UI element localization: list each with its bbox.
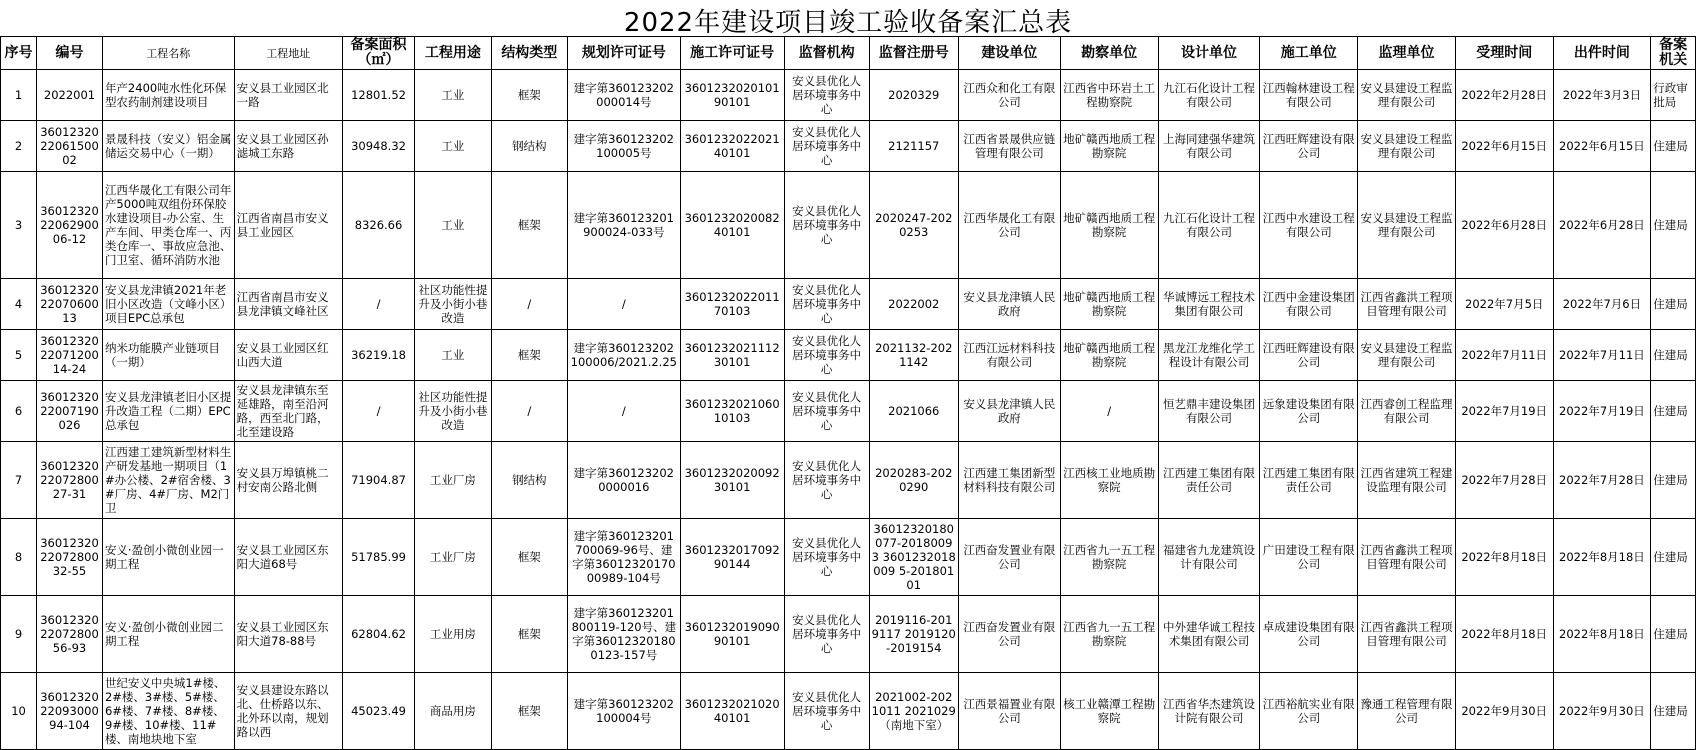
table-cell: 2022年9月30日	[1553, 673, 1651, 750]
table-cell: 建字第360123201700069-96号、建字第3601232017000989-104号	[568, 519, 681, 596]
table-cell: 建字第3601232020000016	[568, 442, 681, 519]
table-cell: /	[1060, 381, 1158, 442]
table-cell: 2022年9月30日	[1455, 673, 1553, 750]
table-cell: 360123202206290006-12	[37, 172, 103, 279]
table-cell: 江西省南昌市安义县龙津镇文峰社区	[234, 279, 342, 330]
table-cell: 62804.62	[342, 596, 414, 673]
table-cell: 豫通工程管理有限公司	[1358, 673, 1456, 750]
table-row	[1, 121, 1696, 172]
table-cell: 住建局	[1651, 673, 1696, 750]
table-cell: 安义县优化人居环境事务中心	[784, 121, 869, 172]
table-cell: 江西翰林建设工程有限公司	[1260, 70, 1358, 121]
table-cell: 2021002-2021011 2021029（南地下室）	[869, 673, 958, 750]
header-cell: 出件时间	[1553, 37, 1651, 70]
table-cell: 5	[1, 330, 37, 381]
table-row	[1, 330, 1696, 381]
header-cell: 工程名称	[102, 37, 234, 70]
table-cell: 3	[1, 172, 37, 279]
table-cell: 建字第360123202100006/2021.2.25	[568, 330, 681, 381]
table-cell: 360123202111230101	[680, 330, 784, 381]
table-cell: 行政审批局	[1651, 70, 1696, 121]
table-cell: 360123202008240101	[680, 172, 784, 279]
table-cell: 2019116-2019117 2019120-2019154	[869, 596, 958, 673]
table-cell: 2022年6月15日	[1553, 121, 1651, 172]
table-cell: 江西建工集团有限责任公司	[1158, 442, 1260, 519]
table-cell: 2022年8月18日	[1455, 519, 1553, 596]
table-cell: 江西建工建筑新型材料生产研发基地一期项目（1#办公楼、2#宿舍楼、3#厂房、4#厂房、M2门卫	[102, 442, 234, 519]
table-cell: 江西省九一五工程勘察院	[1060, 519, 1158, 596]
table-cell: 江西建工集团有限责任公司	[1260, 442, 1358, 519]
table-cell: 2022年7月19日	[1455, 381, 1553, 442]
table-cell: 360123202206150002	[37, 121, 103, 172]
table-cell: 2022年7月11日	[1553, 330, 1651, 381]
header-cell: 施工许可证号	[680, 37, 784, 70]
table-cell: 2022年2月28日	[1455, 70, 1553, 121]
header-cell: 规划许可证号	[568, 37, 681, 70]
table-cell: 2022年6月15日	[1455, 121, 1553, 172]
table-cell: 2022001	[37, 70, 103, 121]
table-cell: 360123201909090101	[680, 596, 784, 673]
table-cell: 2022年7月19日	[1553, 381, 1651, 442]
table-cell: 安义县建设工程监理有限公司	[1358, 172, 1456, 279]
table-cell: 中外建华诚工程技术集团有限公司	[1158, 596, 1260, 673]
table-cell: 安义县龙津镇人民政府	[958, 279, 1060, 330]
table-cell: 51785.99	[342, 519, 414, 596]
table-cell: 安义县优化人居环境事务中心	[784, 519, 869, 596]
table-cell: 黑龙江龙维化学工程设计有限公司	[1158, 330, 1260, 381]
header-cell: 编号	[37, 37, 103, 70]
table-cell: 2022年8月18日	[1455, 596, 1553, 673]
table-cell: 安义县工业园区东阳大道68号	[234, 519, 342, 596]
table-cell: 360123202209300094-104	[37, 673, 103, 750]
table-cell: 安义·盈创小微创业园二期工程	[102, 596, 234, 673]
table-cell: 360123202010190101	[680, 70, 784, 121]
table-cell: /	[568, 279, 681, 330]
header-cell: 备案机关	[1651, 37, 1696, 70]
table-cell: /	[491, 381, 567, 442]
table-cell: 框架	[491, 330, 567, 381]
table-cell: 住建局	[1651, 519, 1696, 596]
table-cell: 卓成建设集团有限公司	[1260, 596, 1358, 673]
table-cell: 工业	[415, 172, 491, 279]
table-cell: 30948.32	[342, 121, 414, 172]
table-cell: 2022年8月18日	[1553, 519, 1651, 596]
table-cell: 江西众和化工有限公司	[958, 70, 1060, 121]
table-cell: 7	[1, 442, 37, 519]
table-cell: 1	[1, 70, 37, 121]
table-cell: 江西旺辉建设有限公司	[1260, 121, 1358, 172]
table-cell: 核工业赣潭工程勘察院	[1060, 673, 1158, 750]
table-cell: 商品用房	[415, 673, 491, 750]
table-cell: 安义县优化人居环境事务中心	[784, 381, 869, 442]
table-cell: 江西中水建设工程有限公司	[1260, 172, 1358, 279]
table-cell: 钢结构	[491, 121, 567, 172]
table-cell: 安义县工业园区孙滤城工东路	[234, 121, 342, 172]
table-cell: 社区功能性提升及小街小巷改造	[415, 279, 491, 330]
table-cell: 安义县建设东路以北、仕桥路以东、北外环以南，规划路以西	[234, 673, 342, 750]
table-cell: 江西省九一五工程勘察院	[1060, 596, 1158, 673]
table-cell: 2020283-2020290	[869, 442, 958, 519]
header-cell: 设计单位	[1158, 37, 1260, 70]
table-cell: 纳米功能膜产业链项目（一期）	[102, 330, 234, 381]
table-cell: 安义县建设工程监理有限公司	[1358, 121, 1456, 172]
table-cell: 住建局	[1651, 596, 1696, 673]
table-cell: 360123202207060013	[37, 279, 103, 330]
table-cell: 360123202202140101	[680, 121, 784, 172]
table-cell: 框架	[491, 673, 567, 750]
table-cell: 世纪安义中央城1#楼、2#楼、3#楼、5#楼、6#楼、7#楼、8#楼、9#楼、10#楼、11#楼、南地块地下室	[102, 673, 234, 750]
table-cell: 6	[1, 381, 37, 442]
table-cell: 江西省建筑工程建设监理有限公司	[1358, 442, 1456, 519]
table-cell: 九江石化设计工程有限公司	[1158, 172, 1260, 279]
table-cell: 2022年6月28日	[1553, 172, 1651, 279]
table-cell: 2022年8月18日	[1553, 596, 1651, 673]
table-cell: 江西华晟化工有限公司	[958, 172, 1060, 279]
table-cell: /	[342, 279, 414, 330]
table-cell: 框架	[491, 70, 567, 121]
table-cell: 360123202201170103	[680, 279, 784, 330]
page-title: 2022年建设项目竣工验收备案汇总表	[623, 8, 1073, 38]
header-cell: 监理单位	[1358, 37, 1456, 70]
table-cell: 安义县建设工程监理有限公司	[1358, 330, 1456, 381]
table-cell: 工业	[415, 121, 491, 172]
table-cell: 江西省景晟供应链管理有限公司	[958, 121, 1060, 172]
table-cell: 江西中金建设集团有限公司	[1260, 279, 1358, 330]
table-cell: 工业用房	[415, 596, 491, 673]
table-cell: 2022年7月11日	[1455, 330, 1553, 381]
table-cell: 安义县龙津镇人民政府	[958, 381, 1060, 442]
table-row	[1, 381, 1696, 442]
table-cell: 九江石化设计工程有限公司	[1158, 70, 1260, 121]
table-cell: 2022年7月28日	[1553, 442, 1651, 519]
table-cell: 工业	[415, 330, 491, 381]
header-cell: 备案面积（㎡）	[342, 37, 414, 70]
table-cell: 安义县工业园区北一路	[234, 70, 342, 121]
table-cell: 建字第360123202100005号	[568, 121, 681, 172]
header-cell: 受理时间	[1455, 37, 1553, 70]
table-cell: 2121157	[869, 121, 958, 172]
table-cell: 江西省鑫洪工程项目管理有限公司	[1358, 596, 1456, 673]
table-cell: 框架	[491, 596, 567, 673]
table-cell: 2021132-2021142	[869, 330, 958, 381]
table-row	[1, 519, 1696, 596]
table-cell: 远象建设集团有限公司	[1260, 381, 1358, 442]
table-row	[1, 70, 1696, 121]
table-cell: 住建局	[1651, 381, 1696, 442]
table-cell: 年产2400吨水性化环保型农药制剂建设项目	[102, 70, 234, 121]
table-cell: 360123202009230101	[680, 442, 784, 519]
table-cell: 360123201709290144	[680, 519, 784, 596]
table-cell: 江西省鑫洪工程项目管理有限公司	[1358, 519, 1456, 596]
header-cell: 序号	[1, 37, 37, 70]
title-bar	[0, 0, 1696, 38]
table-cell: 江西裕航实业有限公司	[1260, 673, 1358, 750]
table-cell: 安义县优化人居环境事务中心	[784, 70, 869, 121]
table-cell: 工业厂房	[415, 519, 491, 596]
table-cell: 地矿赣西地质工程勘察院	[1060, 279, 1158, 330]
table-cell: 框架	[491, 172, 567, 279]
table-cell: 江西省中环岩土工程勘察院	[1060, 70, 1158, 121]
table-cell: 安义县优化人居环境事务中心	[784, 279, 869, 330]
header-cell: 建设单位	[958, 37, 1060, 70]
table-cell: 上海同建强华建筑有限公司	[1158, 121, 1260, 172]
table-cell: 360123202106010103	[680, 381, 784, 442]
table-cell: /	[491, 279, 567, 330]
table-cell: 8326.66	[342, 172, 414, 279]
table-cell: 住建局	[1651, 121, 1696, 172]
table-cell: 恒艺鼎丰建设集团有限公司	[1158, 381, 1260, 442]
table-cell: 江西睿创工程监理有限公司	[1358, 381, 1456, 442]
table-cell: 2022年7月28日	[1455, 442, 1553, 519]
table-cell: 建字第360123202000014号	[568, 70, 681, 121]
header-cell: 监督机构	[784, 37, 869, 70]
table-cell: 36012320180077-20180093 3601232018009 5-20180101	[869, 519, 958, 596]
table-cell: 钢结构	[491, 442, 567, 519]
table-cell: /	[568, 381, 681, 442]
table-cell: 住建局	[1651, 442, 1696, 519]
header-cell: 勘察单位	[1060, 37, 1158, 70]
header-cell: 监督注册号	[869, 37, 958, 70]
table-cell: 社区功能性提升及小街小巷改造	[415, 381, 491, 442]
table-cell: 360123202207280032-55	[37, 519, 103, 596]
table-cell: 4	[1, 279, 37, 330]
table-cell: 安义县工业园区东阳大道78-88号	[234, 596, 342, 673]
table-cell: 福建省九龙建筑设计有限公司	[1158, 519, 1260, 596]
table-cell: 36219.18	[342, 330, 414, 381]
table-cell: 360123202102040101	[680, 673, 784, 750]
table-cell: 安义县优化人居环境事务中心	[784, 442, 869, 519]
table-cell: 地矿赣西地质工程勘察院	[1060, 330, 1158, 381]
table-cell: 江西旺辉建设有限公司	[1260, 330, 1358, 381]
table-cell: 2020329	[869, 70, 958, 121]
table-cell: 8	[1, 519, 37, 596]
table-cell: 2022年3月3日	[1553, 70, 1651, 121]
table-cell: 安义县工业园区红山西大道	[234, 330, 342, 381]
table-cell: 2021066	[869, 381, 958, 442]
table-cell: 住建局	[1651, 330, 1696, 381]
table-row	[1, 596, 1696, 673]
table-cell: 71904.87	[342, 442, 414, 519]
table-cell: 安义县优化人居环境事务中心	[784, 330, 869, 381]
table-cell: 2022002	[869, 279, 958, 330]
table-cell: 广田建设工程有限公司	[1260, 519, 1358, 596]
table-cell: 12801.52	[342, 70, 414, 121]
table-cell: 地矿赣西地质工程勘察院	[1060, 172, 1158, 279]
table-cell: 江西省华杰建筑设计院有限公司	[1158, 673, 1260, 750]
table-cell: 2022年7月6日	[1553, 279, 1651, 330]
table-cell: 景晟科技（安义）铝金属储运交易中心（一期）	[102, 121, 234, 172]
table-cell: 建字第360123201900024-033号	[568, 172, 681, 279]
table-cell: 360123202207280027-31	[37, 442, 103, 519]
table-cell: 江西奋发置业有限公司	[958, 519, 1060, 596]
table-cell: 2	[1, 121, 37, 172]
table-cell: 框架	[491, 519, 567, 596]
table-cell: 安义县万埠镇桃二村安南公路北侧	[234, 442, 342, 519]
table-cell: 工业	[415, 70, 491, 121]
header-row	[1, 37, 1696, 70]
table-cell: 江西华晟化工有限公司年产5000吨双组份环保胶水建设项目-办公室、生产车间、甲类仓库一、丙类仓库一、事故应急池、门卫室、循环消防水池	[102, 172, 234, 279]
table-cell: 2022年7月5日	[1455, 279, 1553, 330]
table-cell: 工业厂房	[415, 442, 491, 519]
table-cell: 3601232022007190026	[37, 381, 103, 442]
table-cell: 安义县优化人居环境事务中心	[784, 673, 869, 750]
table-cell: 45023.49	[342, 673, 414, 750]
table-cell: 2020247-2020253	[869, 172, 958, 279]
table-cell: 安义县龙津镇东至延雄路，南至沿河路，西至北门路，北至建设路	[234, 381, 342, 442]
table-cell: 安义县优化人居环境事务中心	[784, 596, 869, 673]
table-cell: 360123202207280056-93	[37, 596, 103, 673]
record-table	[0, 36, 1696, 750]
table-cell: 江西核工业地质勘察院	[1060, 442, 1158, 519]
table-cell: 建字第360123202100004号	[568, 673, 681, 750]
table-cell: 安义县龙津镇2021年老旧小区改造（文峰小区）项目EPC总承包	[102, 279, 234, 330]
table-cell: 10	[1, 673, 37, 750]
table-row	[1, 279, 1696, 330]
table-cell: 江西省南昌市安义县工业园区	[234, 172, 342, 279]
table-cell: 住建局	[1651, 172, 1696, 279]
table-cell: 安义·盈创小微创业园一期工程	[102, 519, 234, 596]
table-cell: 9	[1, 596, 37, 673]
header-cell: 结构类型	[491, 37, 567, 70]
table-cell: 2022年6月28日	[1455, 172, 1553, 279]
header-cell: 工程用途	[415, 37, 491, 70]
table-cell: 江西景福置业有限公司	[958, 673, 1060, 750]
table-row	[1, 172, 1696, 279]
table-cell: 江西奋发置业有限公司	[958, 596, 1060, 673]
header-cell: 工程地址	[234, 37, 342, 70]
table-cell: 江西省鑫洪工程项目管理有限公司	[1358, 279, 1456, 330]
table-row	[1, 673, 1696, 750]
table-cell: /	[342, 381, 414, 442]
table-cell: 安义县建设工程监理有限公司	[1358, 70, 1456, 121]
header-cell: 施工单位	[1260, 37, 1358, 70]
table-cell: 360123202207120014-24	[37, 330, 103, 381]
table-cell: 江西江远材料科技有限公司	[958, 330, 1060, 381]
table-cell: 住建局	[1651, 279, 1696, 330]
table-cell: 安义县龙津镇老旧小区提升改造工程（二期）EPC总承包	[102, 381, 234, 442]
table-cell: 华诚博远工程技术集团有限公司	[1158, 279, 1260, 330]
table-cell: 建字第360123201800119-120号、建字第360123201800123-157号	[568, 596, 681, 673]
table-cell: 江西建工集团新型材料科技有限公司	[958, 442, 1060, 519]
table-cell: 安义县优化人居环境事务中心	[784, 172, 869, 279]
table-cell: 地矿赣西地质工程勘察院	[1060, 121, 1158, 172]
table-row	[1, 442, 1696, 519]
